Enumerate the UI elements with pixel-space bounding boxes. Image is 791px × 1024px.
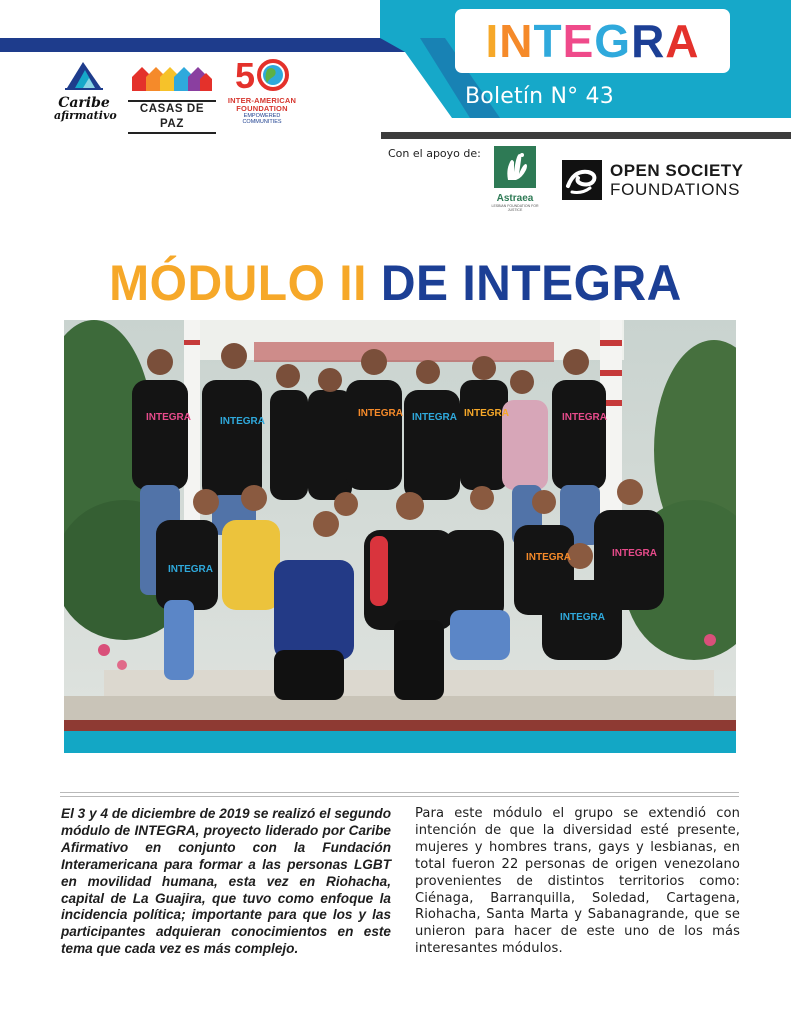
newsletter-name: [485, 15, 700, 67]
article-title-part1: MÓDULO II: [109, 255, 367, 312]
svg-text:INTEGRA: INTEGRA: [526, 552, 571, 563]
group-photo-illustration: [64, 320, 736, 732]
svg-text:INTEGRA: INTEGRA: [562, 412, 607, 423]
astraea-name: Astraea: [496, 193, 534, 204]
iaf-sub: EMPOWERED COMMUNITIES: [242, 113, 282, 125]
osf-line2: FOUNDATIONS: [610, 180, 741, 199]
section-rule: [60, 792, 739, 797]
newsletter-letter-5: R: [631, 15, 666, 67]
iaf-name: INTER-AMERICAN FOUNDATION: [227, 96, 297, 113]
svg-text:INTEGRA: INTEGRA: [146, 412, 191, 423]
article-title-part2: DE INTEGRA: [380, 255, 682, 312]
globe-logo-icon: [229, 56, 295, 92]
astraea-logo: [488, 146, 542, 216]
newsletter-letter-0: I: [485, 15, 500, 67]
newsletter-letter-4: G: [594, 15, 632, 67]
group-photo: [64, 320, 736, 732]
caribe-sub: afirmativo: [54, 109, 117, 122]
triangle-logo-icon: [61, 58, 107, 92]
hand-logo-icon: [494, 146, 536, 188]
photo-caption-band: [64, 731, 736, 753]
osf-line1: OPEN SOCIETY: [610, 161, 744, 180]
newsletter-letter-2: T: [533, 15, 563, 67]
caribe-name: Caribe: [58, 95, 110, 111]
svg-text:INTEGRA: INTEGRA: [168, 564, 213, 575]
svg-text:INTEGRA: INTEGRA: [560, 612, 605, 623]
newsletter-letter-6: A: [665, 15, 700, 67]
osf-swirl-icon: [562, 160, 602, 200]
svg-text:5: 5: [235, 56, 256, 92]
svg-text:INTEGRA: INTEGRA: [358, 408, 403, 419]
open-society-logo: [562, 160, 744, 200]
newsletter-logo: [455, 9, 730, 73]
newsletter-letter-1: N: [499, 15, 534, 67]
newsletter-letter-3: E: [562, 15, 595, 67]
svg-text:INTEGRA: INTEGRA: [220, 416, 265, 427]
issue-label: Boletín N° 43: [465, 84, 614, 109]
article-body: Para este módulo el grupo se extendió con intención de que la diversidad esté presente, mujeres y hombres trans, gays y lesbianas, en total fueron 22 personas de origen venezolano provenientes de distintos territorios como: Ciénaga, Barranquilla, Soledad, Cartagena, Riohacha, Santa Marta y Sabanagrande, que se unieron para hacer de este uno de los más interesantes módulos.: [415, 806, 740, 957]
support-label: Con el apoyo de:: [388, 147, 481, 160]
inter-american-foundation-logo: [226, 56, 298, 146]
casas-name: CASAS DE PAZ: [128, 100, 216, 134]
article-title: [0, 255, 791, 313]
caribe-afirmativo-logo: [54, 58, 117, 128]
svg-text:INTEGRA: INTEGRA: [612, 548, 657, 559]
header-rule: [381, 132, 791, 139]
article-lead: El 3 y 4 de diciembre de 2019 se realizó el segundo módulo de INTEGRA, proyecto liderado por Caribe Afirmativo en conjunto con la Fundación Interamericana para formar a las personas LGBT en movilidad humana, esta vez en Riohacha, capital de La Guajira, que tuvo como enfoque la incidencia política; importante para que los y las participantes adquieran conocimientos en este tema que cada vez es más complejo.: [61, 806, 391, 957]
svg-text:INTEGRA: INTEGRA: [464, 408, 509, 419]
astraea-sub: LESBIAN FOUNDATION FOR JUSTICE: [491, 204, 539, 212]
casas-de-paz-logo: [128, 63, 216, 130]
houses-logo-icon: [130, 63, 214, 93]
svg-text:INTEGRA: INTEGRA: [412, 412, 457, 423]
